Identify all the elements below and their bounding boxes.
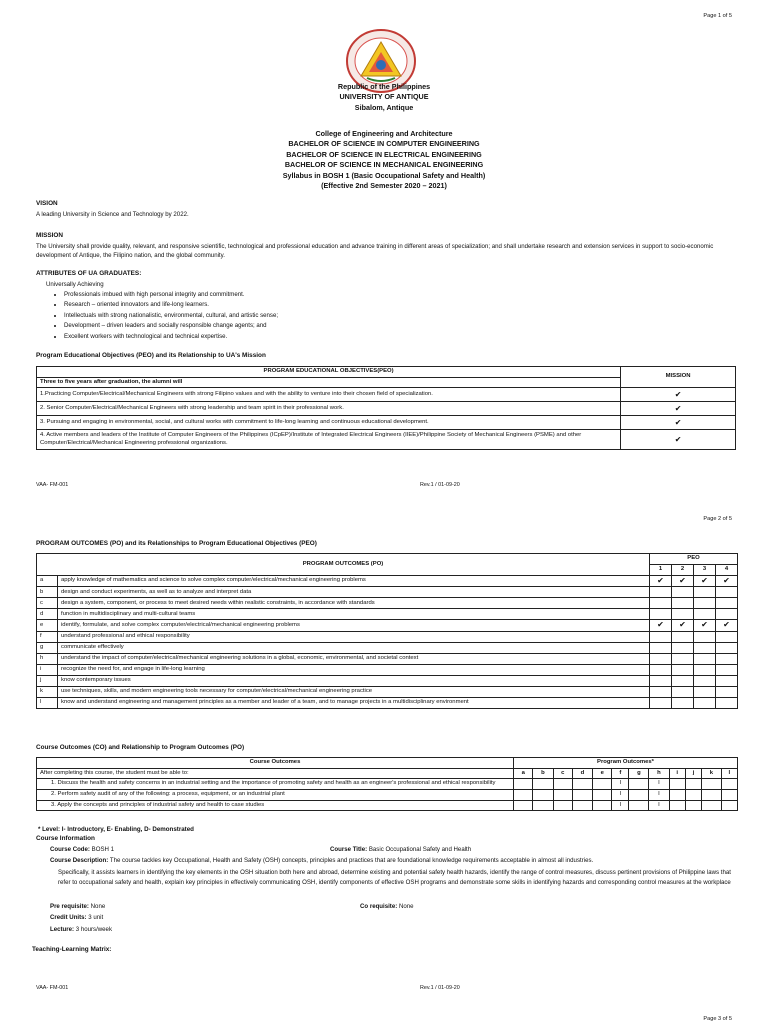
- list-item: • Intellectuals with strong nationalistic, environmental, cultural, and artistic sense;: [64, 311, 278, 321]
- table-row: [37, 697, 738, 708]
- peo-row-text: 3. Pursuing and engaging in environmental, social, and cultural works with commitment to life-long learning and continuous educational development.: [37, 416, 621, 430]
- check-icon: ✔: [716, 620, 738, 631]
- table-row: [37, 430, 736, 450]
- list-item: • Research – oriented innovators and life-long learners.: [64, 300, 278, 310]
- corequisite: Co requisite: None: [360, 903, 414, 910]
- mission-text: The University shall provide quality, relevant, and responsive scientific, technological and professional education and advance training in different areas of specialization; and shall undertake research and extension services in support to socio-economic development of Antique, the Filipino nation, and the global community.: [36, 243, 714, 260]
- page-number: Page 2 of 5: [703, 516, 732, 522]
- peo-col: 3: [694, 565, 716, 576]
- check-icon: ✔: [621, 388, 736, 402]
- po-text: design and conduct experiments, as well as to analyze and interpret data: [58, 587, 650, 598]
- peo-col: 2: [672, 565, 694, 576]
- po-col: e: [593, 768, 612, 779]
- po-col: j: [685, 768, 701, 779]
- vision-text: A leading University in Science and Technology by 2022.: [36, 211, 189, 218]
- po-col: c: [553, 768, 572, 779]
- mission-title: MISSION: [36, 232, 63, 239]
- check-icon: ✔: [716, 576, 738, 587]
- level-mark: I: [612, 800, 629, 811]
- table-row: [37, 609, 738, 620]
- peo-intro: Three to five years after graduation, the alumni will: [37, 377, 621, 388]
- program-electrical: BACHELOR OF SCIENCE IN ELECTRICAL ENGINEERING: [286, 149, 482, 159]
- table-row: [37, 800, 738, 811]
- revision: Rev.1 / 01-09-20: [420, 985, 460, 991]
- check-icon: ✔: [694, 620, 716, 631]
- po-col: i: [669, 768, 685, 779]
- check-icon: ✔: [650, 576, 672, 587]
- po-col: a: [514, 768, 533, 779]
- peo-table: [36, 366, 736, 450]
- lecture-hours: Lecture: 3 hours/week: [50, 926, 112, 933]
- check-icon: ✔: [650, 620, 672, 631]
- table-row: [37, 402, 736, 416]
- po-letter: f: [37, 631, 58, 642]
- course-description-line1: Course Description: The course tackles key Occupational, Health and Safety (OSH) concepts, principles and practices that are foundational knowledge requirements acceptable in almost all industries.: [50, 857, 594, 864]
- po-letter: a: [37, 576, 58, 587]
- po-letter: b: [37, 587, 58, 598]
- po-text: apply knowledge of mathematics and science to solve complex computer/electrical/mechanical engineering problems: [58, 576, 650, 587]
- program-computer: BACHELOR OF SCIENCE IN COMPUTER ENGINEERING: [288, 139, 480, 149]
- level-mark: I: [612, 779, 629, 790]
- level-note: * Level: I- Introductory, E- Enabling, D- Demonstrated: [38, 826, 194, 833]
- po-col: d: [572, 768, 592, 779]
- po-col: k: [702, 768, 721, 779]
- po-col: b: [533, 768, 553, 779]
- republic-line: Republic of the Philippines: [337, 82, 431, 91]
- level-mark: I: [649, 790, 669, 801]
- program-mechanical: BACHELOR OF SCIENCE IN MECHANICAL ENGINEERING: [284, 160, 484, 170]
- syllabus-title: Syllabus in BOSH 1 (Basic Occupational Safety and Health): [282, 170, 486, 180]
- po-text: use techniques, skills, and modern engineering tools necessary for computer/electrical/mechanical engineering practice: [58, 686, 650, 697]
- po-text: recognize the need for, and engage in life-long learning: [58, 664, 650, 675]
- list-item: • Excellent workers with technological and technical expertise.: [64, 332, 278, 342]
- po-col: g: [629, 768, 649, 779]
- po-section-title: PROGRAM OUTCOMES (PO) and its Relationships to Program Educational Objectives (PEO): [36, 540, 317, 547]
- po-letter: l: [37, 697, 58, 708]
- university-name: UNIVERSITY OF ANTIQUE: [339, 92, 429, 102]
- peo-col: 1: [650, 565, 672, 576]
- po-letter: i: [37, 664, 58, 675]
- po-letter: j: [37, 675, 58, 686]
- table-row: [37, 779, 738, 790]
- attributes-subtitle: Universally Achieving: [46, 281, 104, 288]
- po-text: design a system, component, or process to meet desired needs within realistic constraints, in accordance with standards: [58, 598, 650, 609]
- effective-date: (Effective 2nd Semester 2020 – 2021): [321, 181, 447, 191]
- table-row: [37, 587, 738, 598]
- po-letter: h: [37, 653, 58, 664]
- table-row: [37, 388, 736, 402]
- po-header: PROGRAM OUTCOMES (PO): [37, 554, 650, 576]
- table-row: [37, 598, 738, 609]
- peo-row-text: 4. Active members and leaders of the Institute of Computer Engineers of the Philippines (ICpEP)/Institute of Integrated Electrical Engineers (IIEE)/Philippine Society of Mechanical Engineers (PSME) and other Computer/Electrical/Mechanical Engineering professional organizations.: [37, 430, 621, 450]
- po-col: l: [721, 768, 737, 779]
- list-item: • Professionals imbued with high personal integrity and commitment.: [64, 290, 278, 300]
- po-table: [36, 553, 738, 709]
- course-code: Course Code: BOSH 1: [50, 846, 115, 853]
- co-text: 3. Apply the concepts and principles of industrial safety and health to case studies: [37, 800, 514, 811]
- check-icon: ✔: [621, 402, 736, 416]
- co-table: [36, 757, 738, 811]
- check-icon: ✔: [672, 620, 694, 631]
- peo-col: 4: [716, 565, 738, 576]
- college-name: College of Engineering and Architecture: [315, 129, 453, 138]
- credit-units: Credit Units: 3 unit: [50, 914, 104, 921]
- mission-header: MISSION: [621, 367, 736, 388]
- co-text: 2. Perform safety audit of any of the following: a process, equipment, or an industrial plant: [37, 790, 514, 801]
- co-intro: After completing this course, the student must be able to:: [37, 768, 514, 779]
- po-letter: c: [37, 598, 58, 609]
- level-mark: I: [649, 800, 669, 811]
- po-letter: e: [37, 620, 58, 631]
- po-letter: d: [37, 609, 58, 620]
- table-row: [37, 675, 738, 686]
- po-col: h: [649, 768, 669, 779]
- check-icon: ✔: [621, 416, 736, 430]
- peo-section-title: Program Educational Objectives (PEO) and its Relationship to UA's Mission: [36, 352, 266, 359]
- check-icon: ✔: [621, 430, 736, 450]
- check-icon: ✔: [672, 576, 694, 587]
- table-row: [37, 790, 738, 801]
- po-text: communicate effectively: [58, 642, 650, 653]
- po-text: know contemporary issues: [58, 675, 650, 686]
- po-text: know and understand engineering and management principles as a member and leader of a team, and to manage projects in a multidisciplinary environment: [58, 697, 650, 708]
- peo-header: PEO: [650, 554, 738, 565]
- course-title: Course Title: Basic Occupational Safety and Health: [330, 846, 472, 853]
- level-mark: I: [612, 790, 629, 801]
- program-outcomes-header: Program Outcomes*: [514, 758, 738, 769]
- level-mark: I: [649, 779, 669, 790]
- page-number: Page 3 of 5: [703, 1016, 732, 1022]
- course-info-title: Course Information: [36, 835, 95, 842]
- page-number: Page 1 of 5: [703, 13, 732, 19]
- po-text: understand the impact of computer/electrical/mechanical engineering solutions in a global, economic, environmental, and societal context: [58, 653, 650, 664]
- table-row: [37, 664, 738, 675]
- revision: Rev.1 / 01-09-20: [420, 482, 460, 488]
- university-location: Sibalom, Antique: [354, 102, 414, 112]
- teaching-learning-matrix-title: Teaching-Learning Matrix:: [32, 946, 112, 953]
- po-letter: g: [37, 642, 58, 653]
- peo-row-text: 2. Senior Computer/Electrical/Mechanical Engineers with strong leadership and team spirit in their professional work.: [37, 402, 621, 416]
- form-code: VAA- FM-001: [36, 985, 69, 991]
- co-text: 1. Discuss the health and safety concerns in an industrial setting and the importance of promoting safety and health as an engineer's professional and ethical responsibility: [37, 779, 514, 790]
- table-row: [37, 642, 738, 653]
- vision-title: VISION: [36, 200, 58, 207]
- peo-header: PROGRAM EDUCATIONAL OBJECTIVES(PEO): [37, 367, 621, 378]
- co-section-title: Course Outcomes (CO) and Relationship to Program Outcomes (PO): [36, 744, 245, 751]
- prerequisite: Pre requisite: None: [50, 903, 106, 910]
- form-code: VAA- FM-001: [36, 482, 69, 488]
- course-description-rest: Specifically, it assists learners in identifying the key elements in the OSH situation both here and abroad, determine existing and potential safety health hazards, identify the range of control measures, discuss pertinent provisions of Philippine laws that refer to occupational safety and health, explain key principles in effectively communicating OSH, identify components of effective OSH programs and demonstrate some skills in identifying hazards and corresponding control measures at the workplace: [58, 869, 731, 886]
- table-row: [37, 620, 738, 631]
- po-letter: k: [37, 686, 58, 697]
- table-row: [37, 631, 738, 642]
- co-header: Course Outcomes: [37, 758, 514, 769]
- table-row: [37, 653, 738, 664]
- table-row: [37, 416, 736, 430]
- table-row: [37, 686, 738, 697]
- po-text: identify, formulate, and solve complex computer/electrical/mechanical engineering problems: [58, 620, 650, 631]
- po-text: function in multidisciplinary and multi-cultural teams: [58, 609, 650, 620]
- peo-row-text: 1.Practicing Computer/Electrical/Mechanical Engineers with strong Filipino values and with the ability to venture into their chosen field of specialization.: [37, 388, 621, 402]
- po-col: f: [612, 768, 629, 779]
- check-icon: ✔: [694, 576, 716, 587]
- attributes-list: [52, 290, 278, 342]
- list-item: • Development – driven leaders and socially responsible change agents; and: [64, 321, 278, 331]
- table-row: [37, 576, 738, 587]
- attributes-title: ATTRIBUTES OF UA GRADUATES:: [36, 270, 142, 277]
- po-text: understand professional and ethical responsibility: [58, 631, 650, 642]
